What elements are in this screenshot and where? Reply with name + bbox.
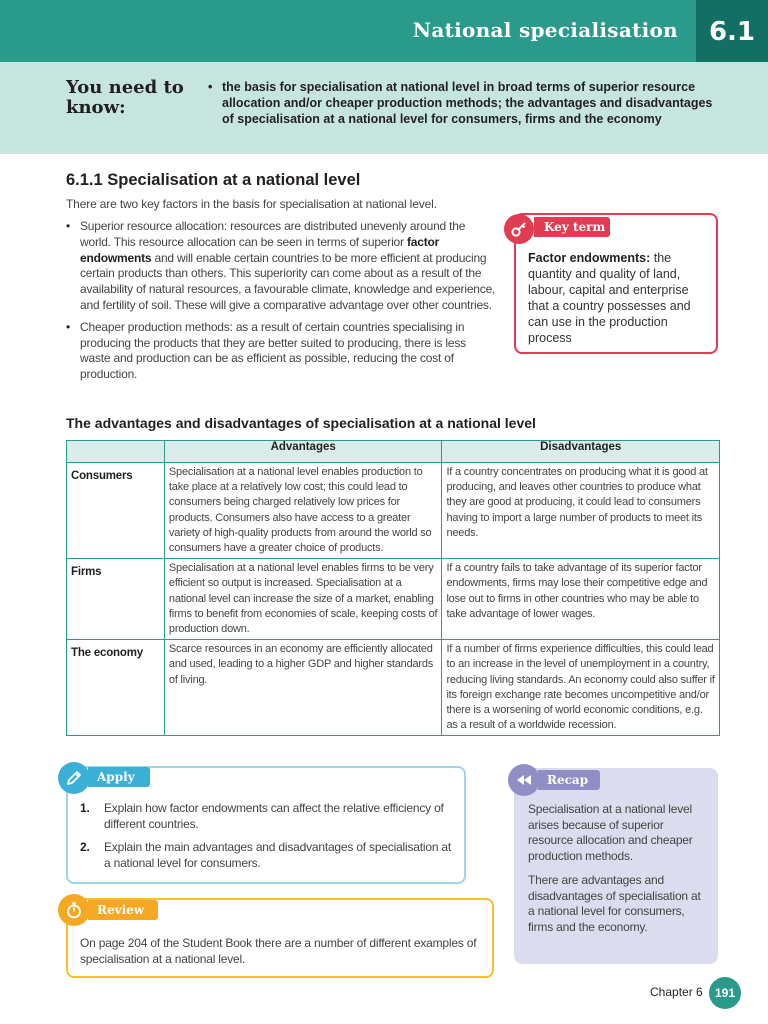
bullet-text-start: Superior resource allocation: resources are distributed unevenly around the world. This resource allocation can be seen in terms of superior — [80, 219, 466, 249]
apply-item-number: 2. — [80, 840, 90, 854]
table-cell-disadvantages: If a country concentrates on producing what it is good at producing, and leaves other countries to produce what they are good at producing, it could lead to consumers having to import a large number of products to meet its needs. — [442, 463, 720, 559]
bullet-resource-allocation — [66, 219, 496, 314]
apply-item-number: 1. — [80, 801, 90, 815]
rewind-icon — [508, 764, 540, 796]
table-row-label: The economy — [67, 640, 165, 736]
advantages-disadvantages-table — [66, 440, 720, 736]
bullet-text-end: and will enable certain countries to be more efficient at producing certain products than others. This superiority can come about as a result of the availability of natural resources, a favourable climate, knowledge and experience, and fertility of soil. These will give a comparative advantage over other countries. — [80, 250, 496, 312]
table-cell-disadvantages: If a number of firms experience difficulties, this could lead to an increase in the level of unemployment in a country, reducing living standards. An economy could also suffer if its foreign exchange rate becomes uncompetitive and/or there is a worsening of world economic conditions, e.g. as a result of a worldwide recession. — [442, 640, 720, 736]
table-row — [67, 463, 720, 559]
table-cell-advantages: Specialisation at a national level enables firms to be very efficient so output is increased. Specialisation at a national level can increase the size of a market, enabling firms to benefit from economies of scale, keeping costs of production down. — [164, 559, 442, 640]
review-label: Review — [88, 900, 158, 920]
table-row-label: Consumers — [67, 463, 165, 559]
table-header-empty — [67, 441, 165, 463]
you-need-to-know-item: • the basis for specialisation at national level in broad terms of superior resource allocation and/or cheaper production methods; the advantages and disadvantages of specialisation at a national level for consumers, firms and the economy — [206, 79, 726, 127]
key-term-definition: the quantity and quality of land, labour, capital and enterprise that a country possesses and can use in the production process — [528, 251, 691, 345]
stopwatch-icon — [58, 894, 90, 926]
you-need-to-know-box — [0, 62, 768, 154]
recap-label: Recap — [538, 770, 600, 790]
footer-chapter: Chapter 6 — [650, 985, 703, 999]
bullet-production-methods: • Cheaper production methods: as a result of certain countries specialising in producing the products that they are better suited to producing, there is less waste and production can be as efficient as possible, reducing the cost of production. — [66, 320, 496, 383]
section-intro: There are two key factors in the basis for specialisation at national level. — [66, 197, 437, 211]
key-icon — [504, 214, 534, 244]
factor-bullet-list — [66, 219, 496, 389]
you-need-to-know-heading: You need to know: — [66, 77, 184, 118]
key-term-label: Key term — [534, 217, 610, 237]
section-number: 6.1 — [696, 0, 768, 62]
section-heading: 6.1.1 Specialisation at a national level — [66, 171, 361, 189]
table-header-advantages: Advantages — [164, 441, 442, 463]
bullet-bold-term: factor endowments — [80, 234, 440, 265]
pencil-icon — [58, 762, 90, 794]
table-header-row — [67, 441, 720, 463]
apply-item — [80, 800, 460, 832]
apply-item-text: Explain how factor endowments can affect the relative efficiency of different countries. — [104, 801, 444, 831]
recap-paragraph: Specialisation at a national level arises because of superior resource allocation and cheaper production methods. — [528, 802, 693, 863]
page-title: National specialisation — [412, 18, 678, 42]
header-bar — [0, 0, 768, 62]
table-cell-disadvantages: If a country fails to take advantage of its superior factor endowments, firms may lose their competitive edge and lose out to firms in other countries who may be able to take advantage of lower wages. — [442, 559, 720, 640]
page-number: 191 — [709, 977, 741, 1009]
apply-label: Apply — [88, 767, 150, 787]
table-header-disadvantages: Disadvantages — [442, 441, 720, 463]
apply-list — [80, 800, 460, 878]
table-row-label: Firms — [67, 559, 165, 640]
table-cell-advantages: Scarce resources in an economy are efficiently allocated and used, leading to a higher GDP and higher standards of living. — [164, 640, 442, 736]
table-heading: The advantages and disadvantages of specialisation at a national level — [66, 415, 536, 431]
review-text: On page 204 of the Student Book there are a number of different examples of specialisation at a national level. — [80, 936, 477, 966]
apply-item-text: Explain the main advantages and disadvantages of specialisation at a national level for consumers. — [104, 840, 452, 870]
table-row — [67, 640, 720, 736]
table-row — [67, 559, 720, 640]
recap-paragraph: There are advantages and disadvantages of specialisation at a national level for consumers, firms and the economy. — [528, 873, 701, 934]
apply-item — [80, 839, 460, 871]
key-term-term: Factor endowments: — [528, 251, 651, 265]
key-term-text — [528, 250, 708, 346]
table-cell-advantages: Specialisation at a national level enables production to take place at a relatively low cost; this could lead to consumers being charged relatively low prices for products. Consumers also have access to a greater variety of high-quality products from around the world so consumers have a greater choice of products. — [164, 463, 442, 559]
